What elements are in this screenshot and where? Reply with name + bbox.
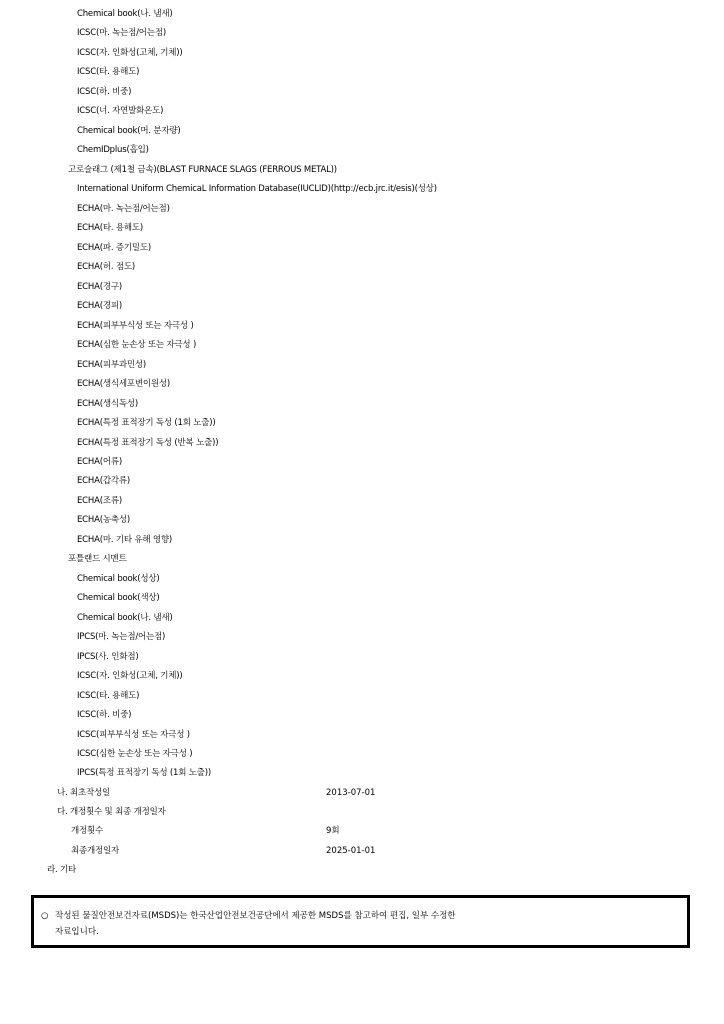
first-written-date: 2013-07-01 — [326, 788, 376, 798]
reference-item: ICSC(피부부식성 또는 자극성 ) — [77, 730, 190, 740]
reference-item: ECHA(허. 점도) — [77, 262, 135, 272]
reference-item: ChemIDplus(흡입) — [77, 145, 149, 155]
reference-item: ECHA(마. 기타 유해 영향) — [77, 535, 173, 545]
section-revision-label: 다. 개정횟수 및 최종 개정일자 — [57, 807, 166, 817]
reference-item: ICSC(하. 비중) — [77, 87, 132, 97]
last-revision-label: 최종개정일자 — [71, 846, 120, 856]
last-revision-date: 2025-01-01 — [326, 846, 376, 856]
disclaimer-line-2: 자료입니다. — [55, 927, 99, 937]
reference-item: International Uniform ChemicaL Information Database(IUCLID)(http://ecb.jrc.it/esis)(성상) — [77, 184, 437, 194]
revision-count-label: 개정횟수 — [71, 826, 104, 836]
reference-item: Chemical book(나. 냄새) — [77, 613, 173, 623]
circle-bullet-icon: ○ — [41, 911, 49, 921]
reference-item: ECHA(마. 녹는점/어는점) — [77, 204, 170, 214]
reference-item: ECHA(심한 눈손상 또는 자극성 ) — [77, 340, 197, 350]
reference-item: ECHA(특정 표적장기 독성 (반복 노출)) — [77, 438, 219, 448]
section-other-label: 라. 기타 — [47, 865, 77, 875]
reference-item: ECHA(타. 용해도) — [77, 223, 143, 233]
reference-item: IPCS(사. 인화점) — [77, 652, 139, 662]
reference-item: IPCS(특정 표적장기 독성 (1회 노출)) — [77, 768, 211, 778]
substance-title: 고로슬래그 (제1철 금속)(BLAST FURNACE SLAGS (FERROUS METAL)) — [68, 165, 337, 175]
reference-item: ICSC(타. 용해도) — [77, 691, 140, 701]
reference-item: ECHA(어류) — [77, 457, 122, 467]
reference-item: IPCS(마. 녹는점/어는점) — [77, 632, 166, 642]
reference-item: ECHA(경피) — [77, 301, 122, 311]
reference-item: Chemical book(머. 분자량) — [77, 126, 181, 136]
revision-count-value: 9회 — [326, 826, 340, 836]
reference-item: ECHA(갑각류) — [77, 476, 130, 486]
section-first-written-label: 나. 최초작성일 — [57, 788, 111, 798]
reference-item: ECHA(파. 증기밀도) — [77, 243, 152, 253]
disclaimer-box — [31, 895, 690, 948]
reference-item: ICSC(하. 비중) — [77, 710, 132, 720]
disclaimer-line-1 — [41, 910, 456, 923]
substance-title: 포틀랜드 시멘트 — [68, 554, 127, 564]
reference-item: ECHA(피부부식성 또는 자극성 ) — [77, 321, 194, 331]
reference-item: ECHA(생식독성) — [77, 399, 138, 409]
reference-item: ECHA(특정 표적장기 독성 (1회 노출)) — [77, 418, 216, 428]
reference-item: ICSC(자. 인화성(고체, 기체)) — [77, 671, 183, 681]
reference-item: ICSC(자. 인화성(고체, 기체)) — [77, 48, 183, 58]
reference-item: Chemical book(나. 냄새) — [77, 9, 173, 19]
reference-item: ICSC(심한 눈손상 또는 자극성 ) — [77, 749, 193, 759]
reference-item: ICSC(타. 용해도) — [77, 67, 140, 77]
reference-item: ICSC(너. 자연발화온도) — [77, 106, 164, 116]
reference-item: ECHA(생식세포변이원성) — [77, 379, 171, 389]
reference-item: Chemical book(성상) — [77, 574, 160, 584]
reference-item: ECHA(농축성) — [77, 515, 130, 525]
reference-item: Chemical book(색상) — [77, 593, 160, 603]
reference-item: ECHA(조류) — [77, 496, 122, 506]
reference-item: ECHA(경구) — [77, 282, 122, 292]
reference-item: ECHA(피부과민성) — [77, 360, 146, 370]
disclaimer-text: 작성된 물질안전보건자료(MSDS)는 한국산업안전보건공단에서 제공한 MSDS를 참고하여 편집, 일부 수정한 — [55, 911, 456, 921]
reference-item: ICSC(마. 녹는점/어는점) — [77, 28, 166, 38]
